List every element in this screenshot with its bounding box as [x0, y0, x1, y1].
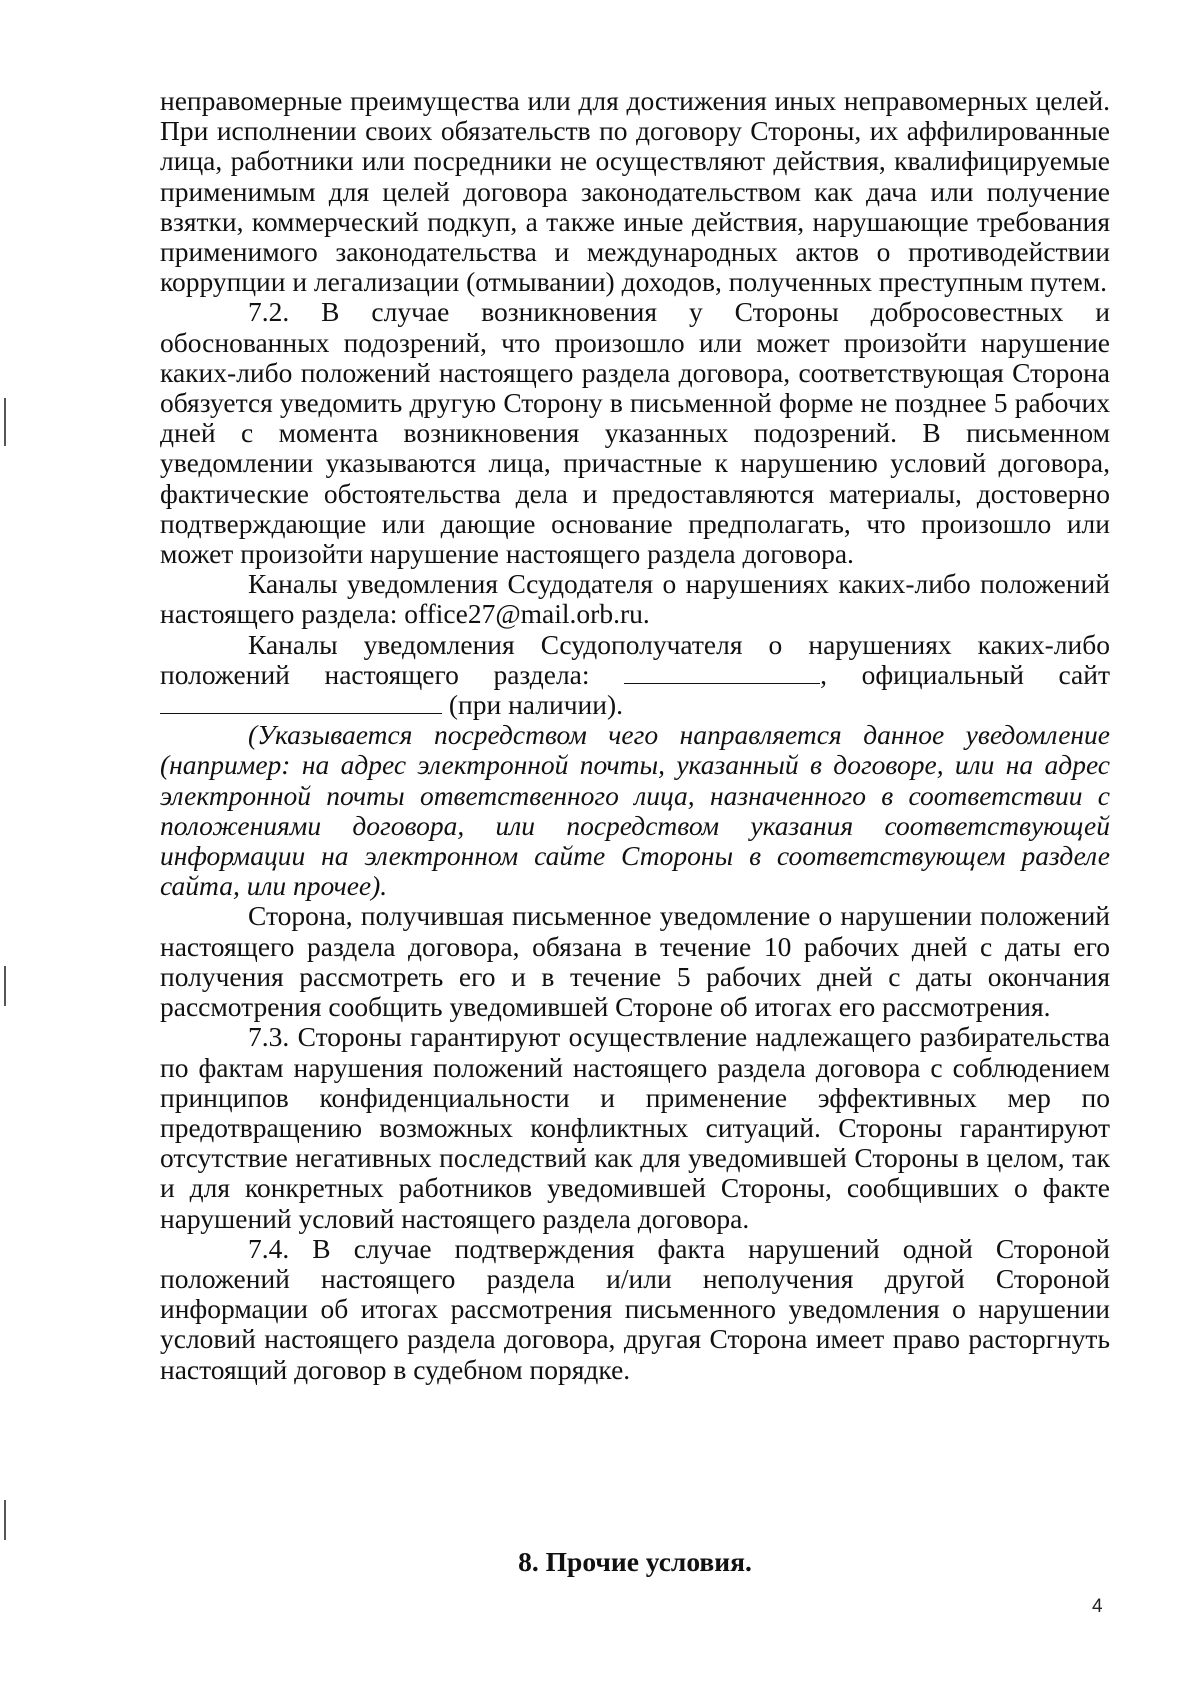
paragraph-lender-channels: Каналы уведомления Ссудодателя о нарушениях каких-либо положений настоящего раздела: office27@mail.orb.ru.	[160, 568, 1110, 630]
section-heading: 8. Прочие условия.	[518, 1546, 752, 1577]
scan-artifact-mark	[4, 966, 6, 1006]
paragraph-anticorruption-obligations: неправомерные преимущества или для достижения иных неправомерных целей. При исполнении своих обязательств по договору Стороны, их аффилированные лица, работники или посредники не осуществляют действия, квалифицируемые применимым для целей договора законодательством как дача или получение взятки, коммерческий подкуп, а также иные действия, нарушающие требования применимого законодательства и международных актов о противодействии коррупции и легализации (отмывании) доходов, полученных преступным путем.	[160, 85, 1110, 298]
paragraph-7-2: 7.2. В случае возникновения у Стороны добросовестных и обоснованных подозрений, что произошло или может произойти нарушение каких-либо положений настоящего раздела договора, соответствующая Сторона обязуется уведомить другую Сторону в письменной форме не позднее 5 рабочих дней с момента возникновения указанных подозрений. В письменном уведомлении указываются лица, причастные к нарушению условий договора, фактические обстоятельства дела и предоставляются материалы, достоверно подтверждающие или дающие основание предполагать, что произошло или может произойти нарушение настоящего раздела договора.	[160, 296, 1110, 570]
page-number: 4	[1092, 1596, 1103, 1617]
borrower-site-text: , официальный сайт	[820, 658, 1110, 690]
paragraph-7-4: 7.4. В случае подтверждения факта нарушений одной Стороной положений настоящего раздела и/или неполучения другой Стороной информации об итогах рассмотрения письменного уведомления о нарушении условий настоящего раздела договора, другая Сторона имеет право расторгнуть настоящий договор в судебном порядке.	[160, 1232, 1110, 1385]
paragraph-7-3: 7.3. Стороны гарантируют осуществление надлежащего разбирательства по фактам нарушения положений настоящего раздела договора с соблюдением принципов конфиденциальности и применение эффективных мер по предотвращению возможных конфликтных ситуаций. Стороны гарантируют отсутствие негативных последствий как для уведомившей Стороны в целом, так и для конкретных работников уведомившей Стороны, сообщивших о факте нарушений условий настоящего раздела договора.	[160, 1021, 1110, 1234]
scan-artifact-mark	[4, 1500, 6, 1540]
scan-artifact-mark	[4, 398, 6, 446]
paragraph-borrower-channels	[160, 630, 1110, 721]
blank-line-website	[160, 691, 442, 714]
blank-line-channel	[624, 661, 820, 684]
borrower-channels-text: Каналы уведомления Ссудополучателя о нарушениях каких-либо положений настоящего раздела:	[160, 628, 1110, 690]
paragraph-review-period: Сторона, получившая письменное уведомление о нарушении положений настоящего раздела договора, обязана в течение 10 рабочих дней с даты его получения рассмотреть его и в течение 5 рабочих дней с даты окончания рассмотрения сообщить уведомившей Стороне об итогах его рассмотрения.	[160, 900, 1110, 1023]
body-text	[160, 86, 1110, 1385]
paragraph-instruction-note: (Указывается посредством чего направляется данное уведомление (например: на адрес электронной почты, указанный в договоре, или на адрес электронной почты ответственного лица, назначенного в соответствии с положениями договора, или посредством указания соответствующей информации на электронном сайте Стороны в соответствующем разделе сайта, или прочее).	[160, 719, 1110, 902]
borrower-site-note: (при наличии).	[448, 689, 623, 721]
